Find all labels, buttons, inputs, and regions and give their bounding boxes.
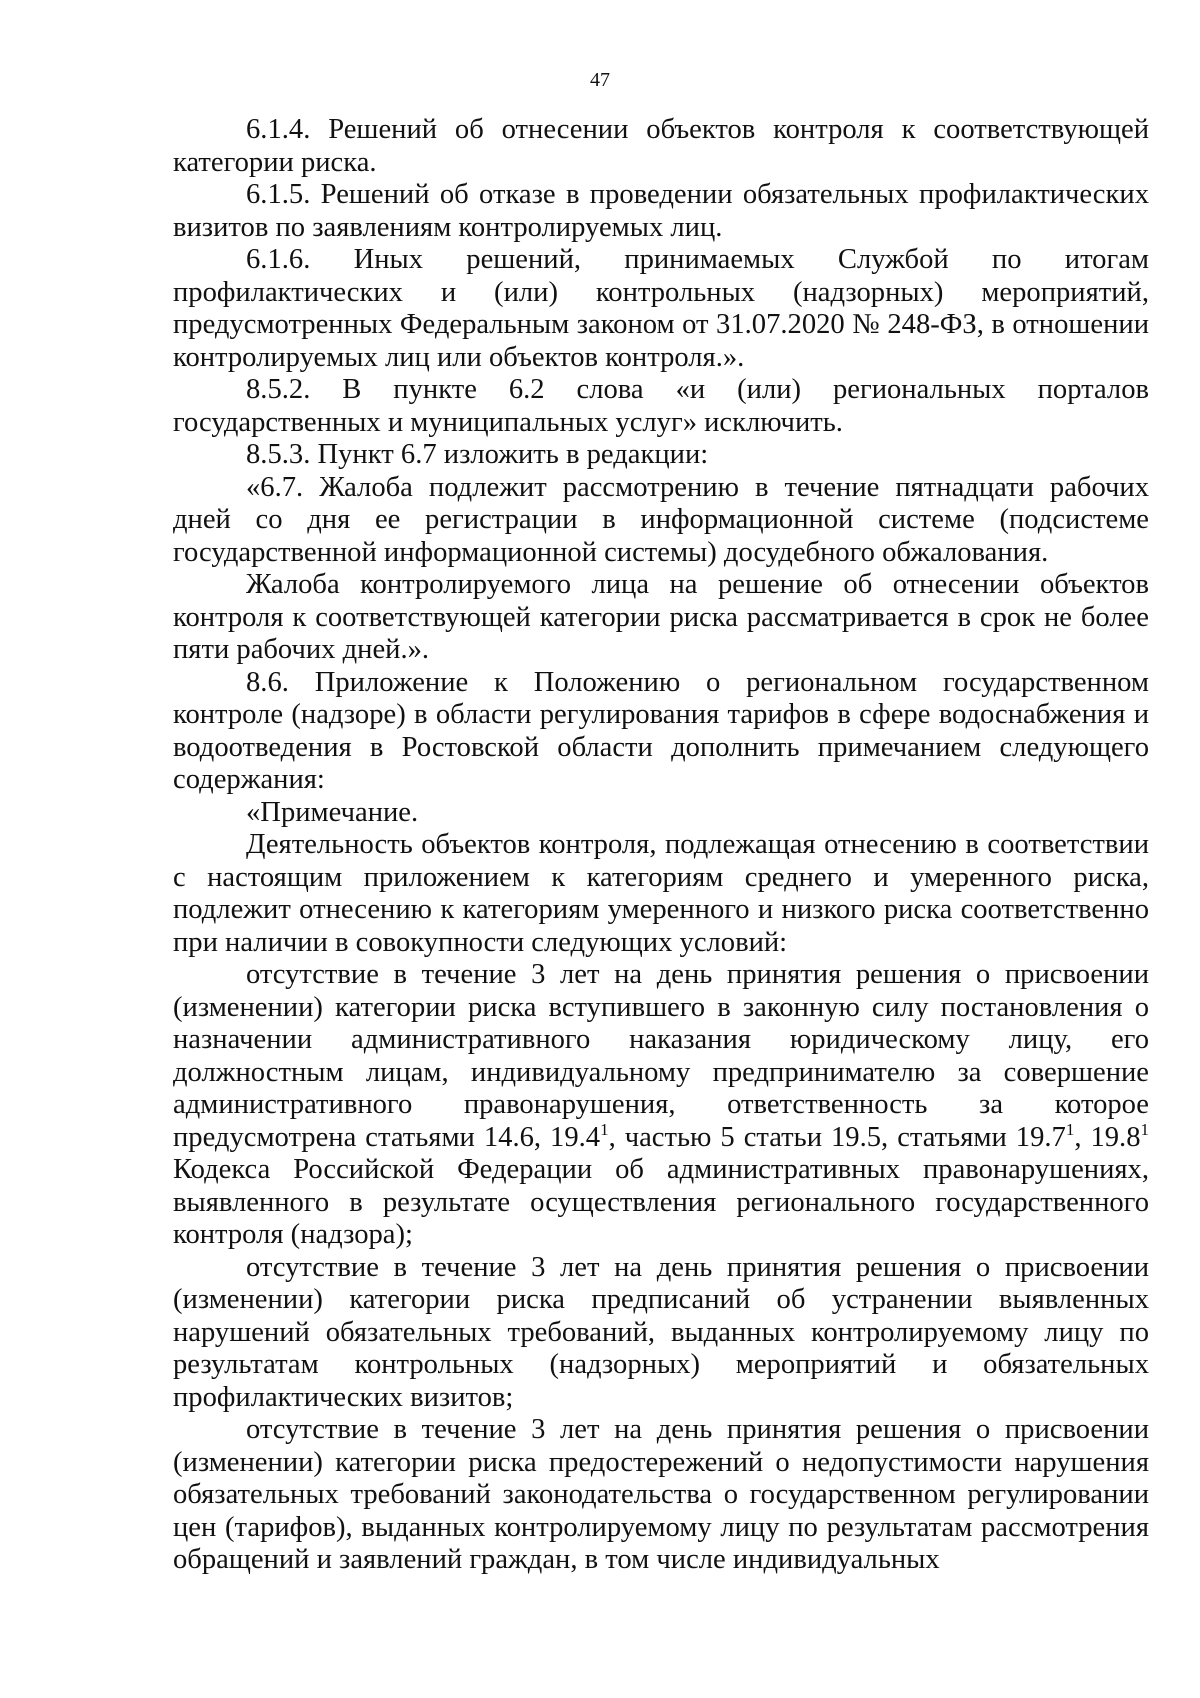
page-number: 47	[590, 69, 610, 91]
condition-1-text-c: , 19.8	[1074, 1121, 1141, 1153]
paragraph-6-7-quote: «6.7. Жалоба подлежит рассмотрению в течение пятнадцати рабочих дней со дня ее регистрации в информационной системе (подсистеме государственной информационной системы) досудебного обжалования.	[173, 471, 1149, 568]
superscript-2: 1	[1065, 1119, 1075, 1139]
paragraph-8-6: 8.6. Приложение к Положению о региональном государственном контроле (надзоре) в области регулирования тарифов в сфере водоснабжения и водоотведения в Ростовской области дополнить примечанием следующего содержания:	[173, 666, 1149, 795]
paragraph-condition-3: отсутствие в течение 3 лет на день принятия решения о присвоении (изменении) категории риска предостережений о недопустимости нарушения обязательных требований законодательства о государственном регулировании цен (тарифов), выданных контролируемому лицу по результатам рассмотрения обращений и заявлений граждан, в том числе индивидуальных	[173, 1414, 1149, 1575]
paragraph-6-1-6: 6.1.6. Иных решений, принимаемых Службой по итогам профилактических и (или) контрольных (надзорных) мероприятий, предусмотренных Федеральным законом от 31.07.2020 № 248-ФЗ, в отношении контролируемых лиц или объектов контроля.».	[173, 244, 1149, 373]
paragraph-8-5-2: 8.5.2. В пункте 6.2 слова «и (или) региональных порталов государственных и муниципальных услуг» исключить.	[173, 374, 1149, 438]
document-body	[173, 114, 1149, 1577]
paragraph-condition-2: отсутствие в течение 3 лет на день принятия решения о присвоении (изменении) категории риска предписаний об устранении выявленных нарушений обязательных требований, выданных контролируемому лицу по результатам контрольных (надзорных) мероприятий и обязательных профилактических визитов;	[173, 1251, 1149, 1413]
paragraph-condition-1	[173, 959, 1149, 1252]
paragraph-6-1-5: 6.1.5. Решений об отказе в проведении обязательных профилактических визитов по заявлениям контролируемых лиц.	[173, 179, 1149, 243]
paragraph-8-5-3: 8.5.3. Пункт 6.7 изложить в редакции:	[246, 439, 709, 470]
paragraph-note-heading: «Примечание.	[246, 796, 419, 828]
condition-1-text-a: отсутствие в течение 3 лет на день принятия решения о присвоении (изменении) категории риска вступившего в законную силу постановления о назначении административного наказания юридическому лицу, его должностным лицам, индивидуальному предпринимателю за совершение административного правонарушения, ответственность за которое предусмотрена статьями 14.6, 19.4	[173, 959, 1149, 1153]
superscript-3: 1	[1140, 1119, 1149, 1139]
superscript-1: 1	[600, 1119, 609, 1139]
paragraph-note-body: Деятельность объектов контроля, подлежащая отнесению в соответствии с настоящим приложением к категориям среднего и умеренного риска, подлежит отнесению к категориям умеренного и низкого риска соответственно при наличии в совокупности следующих условий:	[173, 829, 1149, 958]
condition-1-text-d: Кодекса Российской Федерации об административных правонарушениях, выявленного в результате осуществления регионального государственного контроля (надзора);	[173, 1154, 1149, 1250]
paragraph-6-1-4: 6.1.4. Решений об отнесении объектов контроля к соответствующей категории риска.	[173, 114, 1149, 178]
paragraph-complaint-term: Жалоба контролируемого лица на решение об отнесении объектов контроля к соответствующей категории риска рассматривается в срок не более пяти рабочих дней.».	[173, 569, 1149, 665]
condition-1-text-b: , частью 5 статьи 19.5, статьями 19.7	[608, 1121, 1066, 1153]
